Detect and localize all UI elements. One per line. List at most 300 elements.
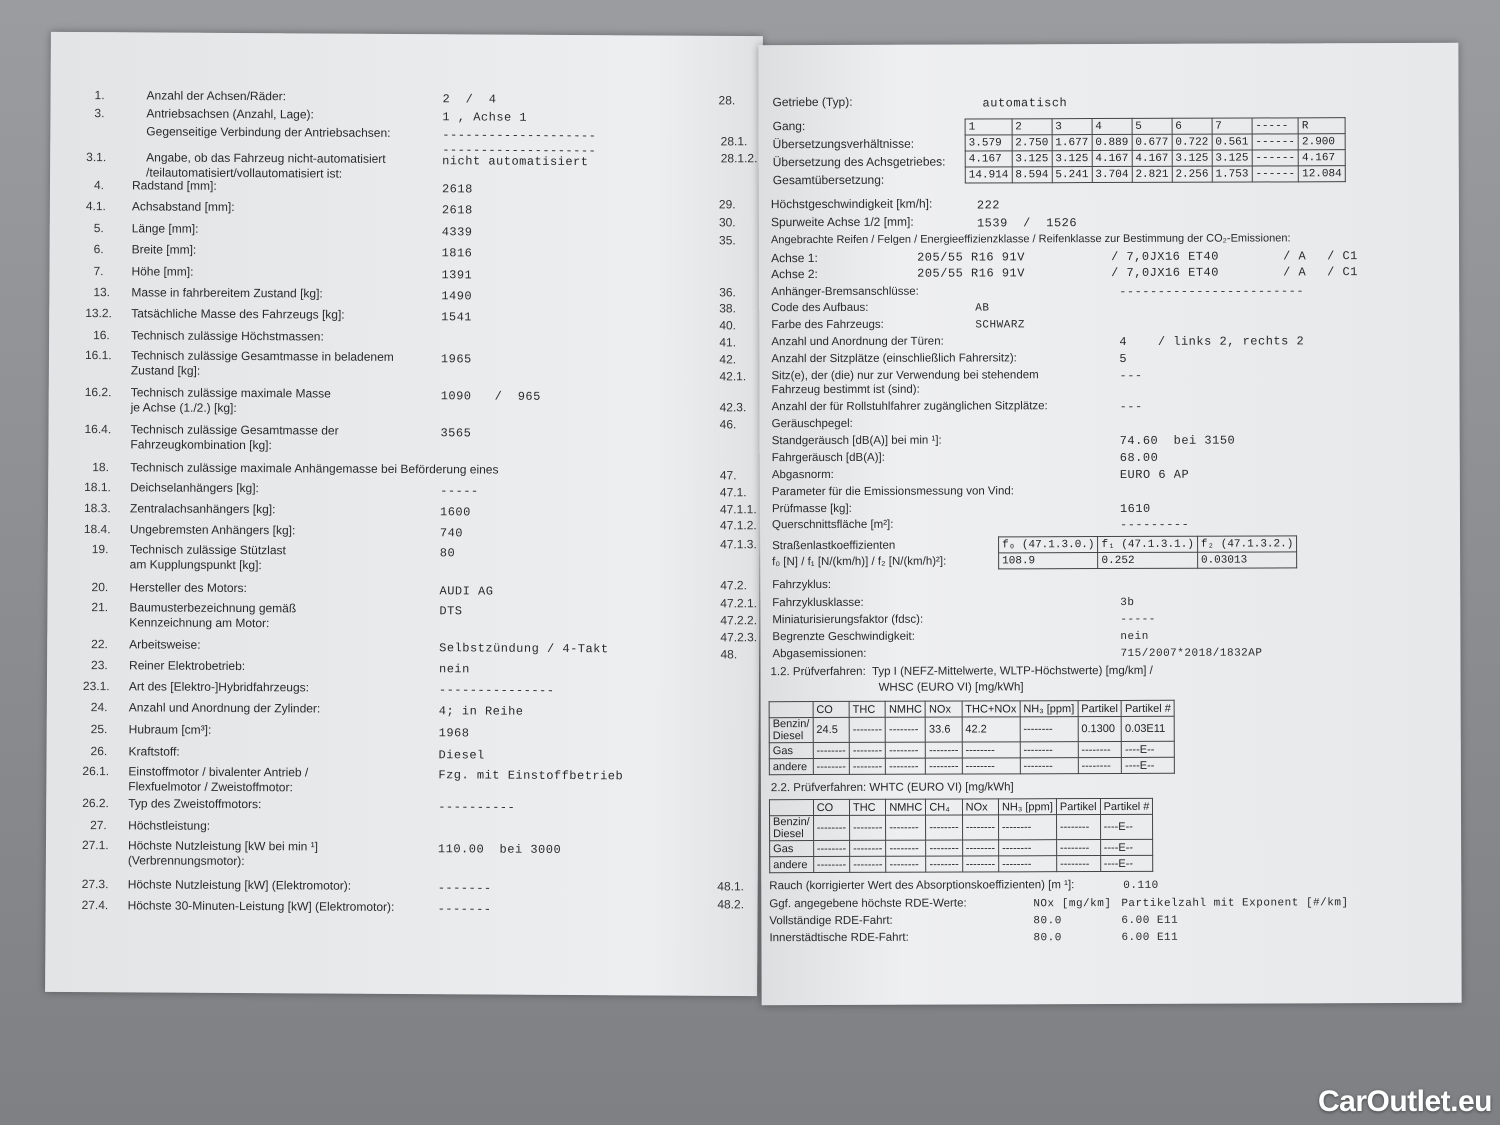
- field-label: Spurweite Achse 1/2 [mm]:: [770, 214, 914, 230]
- table-cell: --------: [1020, 717, 1078, 742]
- table-cell: Benzin/ Diesel: [770, 816, 814, 841]
- table-cell: THC: [849, 701, 885, 717]
- table-cell: --------: [1057, 856, 1101, 872]
- field-value: 740: [439, 526, 464, 541]
- field-number: 27.4.: [81, 898, 109, 913]
- field-number: 4.1.: [85, 199, 106, 214]
- field-label: Vollständige RDE-Fahrt:: [769, 914, 893, 928]
- field-value: ---: [1119, 368, 1143, 383]
- field-label: Angabe, ob das Fahrzeug nicht-automatisiert /teilautomatisiert/vollautomatisiert ist:: [146, 150, 386, 181]
- emissions-table-1: [769, 700, 1175, 775]
- field-label: Antriebsachsen (Anzahl, Lage):: [146, 106, 314, 122]
- field-value: 0.110: [1123, 879, 1159, 892]
- table-cell: --------: [926, 840, 962, 856]
- field-value: 80.0: [1033, 932, 1062, 945]
- table-cell: --------: [1056, 840, 1100, 856]
- gear-ratio-table: [965, 117, 1346, 183]
- table-cell: THC+NOx: [962, 701, 1020, 717]
- field-number: 18.3.: [83, 501, 111, 516]
- table-cell: 2: [1012, 119, 1052, 135]
- table-cell: 2.256: [1172, 166, 1212, 182]
- field-label: Arbeitsweise:: [129, 637, 201, 652]
- field-value: 110.00 bei 3000: [437, 842, 562, 857]
- table-cell: --------: [813, 856, 849, 872]
- field-label: Fahrzyklus:: [772, 578, 832, 592]
- field-label: Getriebe (Typ):: [772, 94, 853, 110]
- table-cell: CO: [813, 799, 849, 815]
- field-value: NOx [mg/km]: [1033, 897, 1112, 911]
- table-cell: Partikel: [1056, 799, 1100, 815]
- field-label: Ungebremsten Anhängers [kg]:: [129, 522, 296, 538]
- field-number: 28.1.: [720, 134, 748, 149]
- table-cell: 0.889: [1092, 134, 1132, 150]
- field-value: 68.00: [1119, 450, 1159, 465]
- field-value: 3565: [440, 426, 472, 441]
- table-cell: 6: [1172, 118, 1212, 134]
- field-number: 7.: [93, 264, 104, 279]
- table-cell: CO: [813, 701, 849, 717]
- table-cell: 2.900: [1298, 134, 1345, 150]
- field-label: Höchstleistung:: [128, 818, 211, 833]
- field-label: Anzahl und Anordnung der Türen:: [771, 335, 944, 349]
- field-number: 13.: [93, 285, 111, 300]
- field-value: -------: [437, 902, 492, 917]
- table-cell: --------: [962, 742, 1020, 758]
- table-cell: ------: [1252, 166, 1299, 182]
- test-procedure-1-title: 1.2. Prüfverfahren: Typ I (NEFZ-Mittelwerte, WLTP-Höchstwerte) [mg/km] /: [770, 664, 1153, 679]
- field-value: 1965: [440, 352, 472, 367]
- energy-class: / A: [1283, 249, 1307, 264]
- table-row: [965, 150, 1345, 167]
- field-number: 47.2.: [720, 578, 747, 593]
- field-value: EURO 6 AP: [1119, 467, 1190, 482]
- tyre-axle-label: Achse 1:: [771, 251, 818, 266]
- table-cell: --------: [886, 856, 926, 872]
- table-cell: [769, 800, 813, 816]
- field-number: 24.: [90, 700, 108, 715]
- field-number: 6.: [93, 242, 104, 257]
- field-number: 40.: [719, 318, 737, 333]
- table-cell: --------: [1020, 742, 1078, 758]
- table-cell: ----E--: [1100, 814, 1153, 839]
- field-label: Begrenzte Geschwindigkeit:: [772, 630, 915, 644]
- field-number: 18.4.: [83, 522, 111, 537]
- table-cell: f₀ (47.1.3.0.): [999, 537, 1098, 553]
- table-row: [999, 552, 1297, 569]
- table-row: [965, 118, 1345, 135]
- field-number: 20.: [91, 580, 109, 595]
- field-value: ---------: [1119, 517, 1190, 532]
- field-value: 1600: [439, 505, 471, 520]
- table-cell: --------: [926, 758, 962, 774]
- field-number: 27.: [90, 818, 107, 833]
- table-cell: [769, 702, 813, 718]
- table-row: [965, 166, 1345, 183]
- field-label: Anzahl der Achsen/Räder:: [146, 88, 287, 104]
- field-label: Anhänger-Bremsanschlüsse:: [771, 285, 919, 299]
- table-cell: 1.753: [1212, 166, 1252, 182]
- field-value: 1541: [441, 310, 473, 325]
- table-cell: f₂ (47.1.3.2.): [1197, 536, 1296, 552]
- field-label: Gegenseitige Verbindung der Antriebsachsen:: [146, 124, 391, 140]
- field-value: 4 / links 2, rechts 2: [1119, 334, 1305, 349]
- table-cell: 0.252: [1098, 552, 1197, 568]
- field-value: Selbstzündung / 4-Takt: [439, 641, 609, 657]
- field-number: 48.1.: [717, 879, 744, 894]
- table-cell: 4: [1092, 118, 1132, 134]
- field-number: 13.2.: [85, 306, 112, 321]
- field-label: Technisch zulässige Gesamtmasse der Fahrzeugkombination [kg]:: [130, 422, 339, 453]
- field-label: Höchste Nutzleistung [kW bei min ¹] (Verbrennungsmotor):: [127, 838, 319, 869]
- field-value: 74.60 bei 3150: [1119, 433, 1236, 448]
- field-value: 6.00 E11: [1121, 914, 1179, 927]
- field-value: 80: [439, 546, 456, 561]
- field-label: Code des Aufbaus:: [771, 301, 869, 315]
- field-number: 36.: [719, 285, 736, 300]
- table-cell: --------: [1056, 815, 1100, 840]
- table-cell: 42.2: [962, 717, 1020, 742]
- field-number: 23.: [91, 658, 108, 673]
- field-number: 27.1.: [81, 838, 109, 853]
- field-number: 38.: [719, 301, 736, 316]
- field-value: 222: [976, 198, 1001, 213]
- field-value: ---: [1119, 399, 1143, 414]
- test-procedure-1-subtitle: WHSC (EURO VI) [mg/kWh]: [878, 681, 1024, 694]
- table-cell: NH₃ [ppm]: [998, 799, 1056, 815]
- field-number: 47.1.: [719, 485, 747, 500]
- table-cell: --------: [998, 815, 1056, 840]
- table-cell: --------: [926, 815, 962, 840]
- field-value: 80.0: [1033, 915, 1062, 928]
- field-label: Baumusterbezeichnung gemäß Kennzeichnung am Motor:: [129, 600, 297, 631]
- field-label: Zentralachsanhängers [kg]:: [129, 501, 276, 517]
- field-label: f₀ [N] / f₁ [N/(km/h)] / f₂ [N/(km/h)²]:: [772, 555, 947, 569]
- field-label: Angebrachte Reifen / Felgen / Energieeffizienzklasse / Reifenklasse zur Bestimmung der CO₂-Emissionen:: [770, 232, 1291, 247]
- table-cell: --------: [886, 742, 926, 758]
- field-value: SCHWARZ: [975, 319, 1026, 332]
- field-number: 47.: [719, 468, 737, 483]
- field-label: Höchste 30-Minuten-Leistung [kW] (Elektromotor):: [127, 898, 395, 914]
- field-label: Breite [mm]:: [131, 242, 197, 257]
- field-value: 1 , Achse 1: [442, 110, 528, 125]
- field-label: Fahrzyklusklasse:: [772, 596, 864, 610]
- field-number: 26.1.: [82, 764, 110, 779]
- field-label: Geräuschpegel:: [771, 417, 853, 431]
- table-cell: 3: [1052, 119, 1092, 135]
- field-label: Gang:: [772, 119, 806, 134]
- field-value: 2 / 4: [442, 92, 497, 107]
- table-cell: 2.821: [1132, 166, 1172, 182]
- field-number: 5.: [93, 221, 104, 236]
- field-number: 18.1.: [84, 480, 111, 495]
- field-value: 4339: [441, 225, 473, 240]
- watermark-logo: CarOutlet.eu: [1317, 1085, 1492, 1118]
- field-number: 25.: [90, 722, 108, 737]
- field-value: -------------------- --------------------: [442, 128, 597, 159]
- field-label: Einstoffmotor / bivalenter Antrieb / Flexfuelmotor / Zweistoffmotor:: [128, 764, 309, 795]
- table-cell: 14.914: [965, 167, 1012, 183]
- field-number: 16.4.: [84, 422, 112, 437]
- table-cell: 4.167: [1132, 150, 1172, 166]
- table-cell: -----: [1252, 118, 1299, 134]
- table-cell: 3.579: [965, 135, 1012, 151]
- field-label: Technisch zulässige Gesamtmasse in beladenem Zustand [kg]:: [130, 348, 394, 378]
- tyre-class: / C1: [1327, 249, 1358, 264]
- field-number: 42.: [719, 352, 737, 367]
- field-label: Technisch zulässige maximale Masse je Achse (1./2.) [kg]:: [130, 385, 331, 415]
- emissions-table-2: [769, 798, 1154, 873]
- field-value: AB: [975, 302, 990, 315]
- table-cell: NMHC: [886, 799, 926, 815]
- field-number: 4.: [93, 178, 105, 193]
- table-cell: 3.125: [1172, 150, 1212, 166]
- field-value: 5: [1119, 351, 1128, 366]
- field-number: 47.1.3.: [720, 537, 757, 552]
- table-cell: 108.9: [999, 553, 1098, 569]
- field-value: nein: [1120, 630, 1149, 643]
- field-label: Abgasnorm:: [771, 468, 834, 482]
- table-cell: --------: [849, 758, 885, 774]
- table-row: [769, 716, 1174, 742]
- field-label: Straßenlastkoeffizienten: [772, 539, 896, 553]
- table-cell: 3.125: [1212, 150, 1252, 166]
- field-label: Masse in fahrbereitem Zustand [kg]:: [131, 285, 323, 301]
- table-cell: R: [1298, 118, 1345, 134]
- field-number: 46.: [719, 417, 737, 432]
- rim-size: / 7,0JX16 ET40: [1111, 265, 1219, 280]
- table-cell: Partikel #: [1100, 798, 1153, 814]
- field-value: ----------: [438, 800, 516, 815]
- table-cell: 7: [1212, 118, 1252, 134]
- table-cell: Gas: [770, 841, 814, 857]
- field-value: 2618: [441, 182, 473, 197]
- table-cell: andere: [770, 857, 814, 873]
- field-number: 19.: [91, 542, 109, 557]
- field-value: 1090 / 965: [440, 389, 541, 404]
- table-cell: 5.241: [1052, 167, 1092, 183]
- table-cell: ----E--: [1100, 839, 1153, 855]
- table-cell: Benzin/ Diesel: [769, 718, 813, 743]
- table-cell: 4.167: [965, 151, 1012, 167]
- table-cell: ------: [1252, 150, 1299, 166]
- table-cell: Partikel #: [1121, 700, 1174, 716]
- field-label: Achsabstand [mm]:: [131, 199, 235, 214]
- field-label: Gesamtübersetzung:: [772, 172, 885, 188]
- table-row: [769, 741, 1174, 758]
- table-cell: ----E--: [1122, 741, 1175, 757]
- table-cell: 3.125: [1012, 151, 1052, 167]
- field-number: 23.1.: [82, 679, 110, 694]
- table-cell: --------: [926, 856, 962, 872]
- field-label: Standgeräusch [dB(A)] bei min ¹]:: [771, 434, 942, 448]
- table-cell: --------: [850, 856, 886, 872]
- tyre-axle-label: Achse 2:: [771, 267, 818, 282]
- field-number: 26.: [90, 744, 108, 759]
- field-label: Farbe des Fahrzeugs:: [771, 318, 884, 332]
- field-value: -----: [1120, 613, 1156, 626]
- field-label: Hubraum [cm³]:: [128, 722, 212, 737]
- field-label: Anzahl der Sitzplätze (einschließlich Fahrersitz):: [771, 352, 1017, 366]
- field-label: Abgasemissionen:: [772, 647, 867, 661]
- table-cell: THC: [849, 799, 885, 815]
- table-cell: Partikel: [1078, 700, 1122, 716]
- document-page-right: [717, 43, 1461, 1005]
- field-label: Höchste Nutzleistung [kW] (Elektromotor):: [127, 877, 352, 893]
- field-number: 47.2.2.: [720, 613, 758, 628]
- field-value: automatisch: [982, 96, 1068, 111]
- table-cell: 24.5: [813, 717, 849, 742]
- field-value: 715/2007*2018/1832AP: [1120, 647, 1263, 660]
- table-cell: --------: [886, 717, 926, 742]
- field-label: Rauch (korrigierter Wert des Absorptionskoeffizienten) [m ¹]:: [769, 879, 1075, 893]
- field-number: 16.1.: [84, 348, 112, 363]
- table-cell: --------: [1078, 741, 1122, 757]
- field-number: 47.2.3.: [720, 630, 758, 645]
- table-cell: 0.677: [1132, 134, 1172, 150]
- field-number: 1.: [94, 88, 105, 103]
- table-cell: --------: [962, 758, 1020, 774]
- table-cell: Gas: [769, 743, 813, 759]
- field-value: -------: [437, 881, 492, 896]
- field-label: Radstand [mm]:: [131, 178, 217, 193]
- field-label: Deichselanhängers [kg]:: [130, 480, 259, 496]
- rim-size: / 7,0JX16 ET40: [1111, 249, 1219, 264]
- field-number: 22.: [91, 637, 108, 652]
- table-row: [770, 855, 1153, 872]
- field-label: Ggf. angegebene höchste RDE-Werte:: [769, 897, 967, 911]
- field-value: nicht automatisiert: [442, 154, 589, 170]
- table-row: [769, 700, 1174, 717]
- table-cell: 2.750: [1012, 135, 1052, 151]
- field-value: AUDI AG: [439, 584, 494, 599]
- field-value: 1816: [441, 246, 473, 261]
- table-cell: --------: [813, 742, 849, 758]
- field-label: Länge [mm]:: [131, 221, 199, 236]
- table-cell: 3.704: [1092, 166, 1132, 182]
- field-number: 3.1.: [86, 150, 107, 165]
- road-load-table: [998, 535, 1297, 569]
- field-number: 26.2.: [82, 796, 109, 811]
- field-value: nein: [439, 662, 470, 677]
- field-value: ---------------: [438, 683, 555, 698]
- table-row: [999, 536, 1297, 553]
- field-label: Anzahl der für Rollstuhlfahrer zugänglichen Sitzplätze:: [771, 400, 1048, 414]
- table-cell: --------: [850, 815, 886, 840]
- field-number: 48.: [720, 647, 738, 662]
- table-cell: --------: [999, 856, 1057, 872]
- table-cell: --------: [886, 758, 926, 774]
- table-cell: 12.084: [1299, 166, 1346, 182]
- field-label: Anzahl und Anordnung der Zylinder:: [128, 700, 321, 716]
- field-label: Parameter für die Emissionsmessung von Vind:: [771, 485, 1014, 499]
- tyre-size: 205/55 R16 91V: [917, 250, 1025, 265]
- table-cell: --------: [813, 840, 849, 856]
- table-cell: 0.722: [1172, 134, 1212, 150]
- table-row: [769, 798, 1152, 815]
- field-label: Kraftstoff:: [128, 744, 180, 759]
- field-number: 35.: [718, 233, 736, 248]
- table-cell: 5: [1132, 118, 1172, 134]
- table-cell: NOx: [925, 701, 961, 717]
- tyre-size: 205/55 R16 91V: [917, 266, 1025, 281]
- table-cell: --------: [813, 815, 849, 840]
- table-cell: --------: [849, 717, 885, 742]
- field-number: 42.3.: [719, 400, 747, 415]
- table-cell: NH₃ [ppm]: [1020, 701, 1078, 717]
- table-cell: 0.03E11: [1121, 716, 1174, 741]
- field-label: Tatsächliche Masse des Fahrzeugs [kg]:: [131, 306, 345, 322]
- table-cell: --------: [1078, 757, 1122, 773]
- field-value: 6.00 E11: [1121, 931, 1179, 944]
- field-number: 42.1.: [719, 369, 747, 384]
- field-number: 16.2.: [84, 385, 112, 400]
- field-value: ------------------------: [1119, 284, 1305, 299]
- table-cell: --------: [886, 815, 926, 840]
- field-label: Innerstädtische RDE-Fahrt:: [769, 931, 909, 945]
- table-cell: --------: [849, 742, 885, 758]
- field-number: 27.3.: [81, 877, 109, 892]
- field-value: 4; in Reihe: [438, 704, 524, 719]
- field-label: Querschnittsfläche [m²]:: [771, 518, 894, 532]
- field-value: 2618: [441, 203, 473, 218]
- field-label: Technisch zulässige maximale Anhängemasse bei Beförderung eines: [130, 460, 499, 477]
- field-value: Diesel: [438, 748, 485, 763]
- table-cell: 8.594: [1012, 167, 1052, 183]
- table-cell: 4.167: [1299, 150, 1346, 166]
- field-number: 28.: [718, 93, 736, 108]
- test-procedure-2-title: 2.2. Prüfverfahren: WHTC (EURO VI) [mg/kWh]: [770, 781, 1014, 795]
- table-cell: NOx: [962, 799, 998, 815]
- field-number: 30.: [718, 215, 736, 230]
- field-label: Höhe [mm]:: [131, 264, 194, 279]
- tyre-class: / C1: [1327, 265, 1358, 280]
- table-cell: --------: [962, 815, 998, 840]
- table-row: [770, 814, 1154, 840]
- field-label: Typ des Zweistoffmotors:: [128, 796, 262, 812]
- field-label: Höchstgeschwindigkeit [km/h]:: [770, 196, 933, 212]
- field-number: 28.1.2.: [720, 151, 758, 166]
- field-number: 47.1.1.: [719, 502, 757, 517]
- field-number: 18.: [92, 460, 110, 475]
- field-label: Prüfmasse [kg]:: [771, 502, 852, 516]
- table-cell: 1.677: [1052, 135, 1092, 151]
- field-number: 21.: [91, 600, 109, 615]
- table-cell: ----E--: [1122, 757, 1175, 773]
- field-label: Übersetzung des Achsgetriebes:: [772, 154, 946, 170]
- field-value: 1490: [441, 289, 473, 304]
- table-cell: 33.6: [926, 717, 962, 742]
- field-number: 16.: [93, 328, 110, 343]
- field-label: Technisch zulässige Stützlast am Kupplungspunkt [kg]:: [129, 542, 286, 573]
- field-value: DTS: [439, 604, 463, 619]
- table-cell: f₁ (47.1.3.1.): [1098, 536, 1197, 552]
- table-cell: ----E--: [1100, 855, 1153, 871]
- field-number: 47.2.1.: [720, 596, 758, 611]
- table-cell: --------: [850, 840, 886, 856]
- field-number: 29.: [718, 197, 736, 212]
- field-label: Reiner Elektrobetrieb:: [129, 658, 246, 674]
- table-cell: 0.1300: [1078, 716, 1122, 741]
- table-cell: --------: [926, 742, 962, 758]
- field-label: Übersetzungsverhältnisse:: [772, 136, 915, 152]
- field-number: 3.: [94, 106, 105, 121]
- field-value: 1610: [1119, 501, 1151, 516]
- field-number: 47.1.2.: [719, 518, 757, 533]
- table-cell: --------: [1020, 758, 1078, 774]
- field-label: Sitz(e), der (die) nur zur Verwendung bei stehendem Fahrzeug bestimmt ist (sind):: [771, 369, 1039, 397]
- energy-class: / A: [1283, 265, 1307, 280]
- table-row: [769, 757, 1174, 774]
